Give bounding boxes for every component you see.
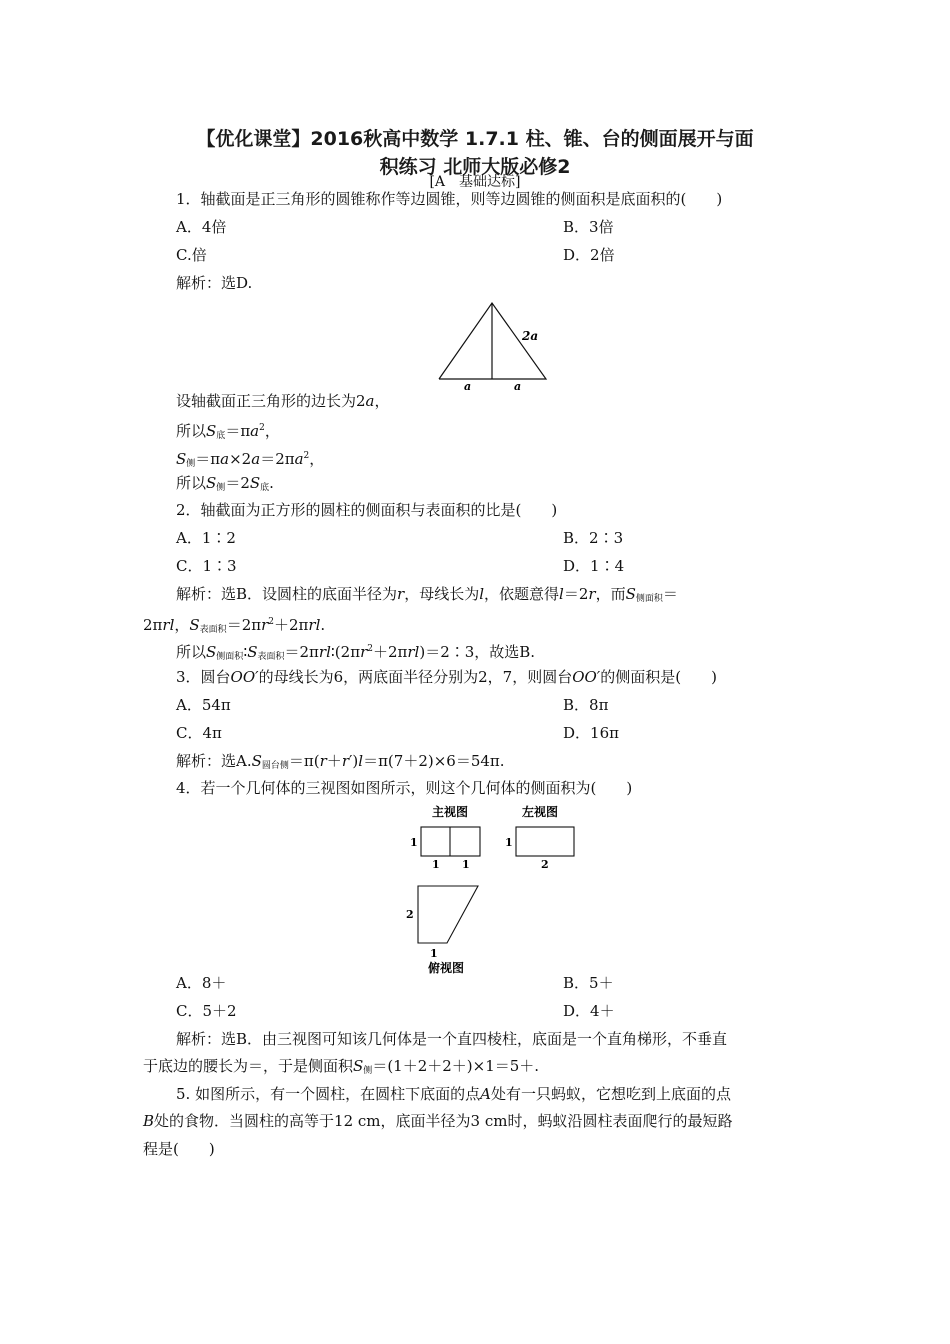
q1-solution-line3: $S_侧=\pi a\times 2a=2\pi a^2$，	[176, 450, 325, 469]
front-height-label: 1	[410, 836, 418, 849]
fig-label-a-left: a	[464, 380, 472, 392]
q1-option-d: D．2倍	[563, 246, 615, 264]
q4-option-a: A．8＋	[176, 974, 227, 992]
q2-stem: 2．轴截面为正方形的圆柱的侧面积与表面积的比是( )	[176, 501, 558, 519]
q2-option-b: B．2∶3	[563, 529, 624, 547]
q5-stem-line3: 程是( )	[143, 1140, 215, 1158]
front-view-label: 主视图	[432, 805, 469, 819]
top-width-label: 1	[430, 947, 438, 960]
top-view-trapezoid	[418, 886, 478, 943]
triangle-figure	[430, 298, 555, 392]
q1-stem: 1．轴截面是正三角形的圆锥称作等边圆锥，则等边圆锥的侧面积是底面积的( )	[176, 190, 723, 208]
q3-answer: 解析：选$A.S_{圆台侧}=\pi(r+r')l=\pi(7+2)\times 6=54\pi$.	[176, 752, 505, 771]
q4-stem: 4．若一个几何体的三视图如图所示，则这个几何体的侧面积为( )	[176, 779, 633, 797]
q2-option-d: D．1∶4	[563, 557, 625, 575]
page-title-line1: 【优化课堂】2016秋高中数学 1.7.1 柱、锥、台的侧面展开与面	[196, 128, 754, 150]
q3-option-b: B．8π	[563, 696, 609, 714]
q5-stem-line2: B处的食物．当圆柱的高等于12 cm，底面半径为3 cm时，蚂蚁沿圆柱表面爬行的最短路	[143, 1112, 733, 1130]
side-width-label: 2	[541, 858, 549, 871]
q3-option-d: D．16π	[563, 724, 619, 742]
q1-solution-line1: 设轴截面正三角形的边长为2a，	[176, 392, 390, 410]
q3-stem: 3．圆台OO′的母线长为6，两底面半径分别为2，7，则圆台OO′的侧面积是( )	[176, 668, 717, 686]
side-view-rect	[516, 827, 574, 856]
fig-label-a-right: a	[514, 380, 522, 392]
q2-answer-line3: 所以$S_{侧面积}∶S_{表面积}=2\pi rl∶(2\pi r^2+2\pi rl)=2∶3$，故选B.	[176, 643, 536, 662]
fig-label-2a: 2a	[522, 329, 539, 343]
page-title-line2: 积练习 北师大版必修2	[379, 156, 571, 178]
three-views-figure	[400, 800, 585, 980]
q1-solution-line4: 所以$S_侧=2S_底$.	[176, 474, 274, 493]
top-height-label: 2	[406, 908, 414, 921]
q4-option-b: B．5＋	[563, 974, 614, 992]
q4-option-d: D．4＋	[563, 1002, 615, 1020]
side-height-label: 1	[505, 836, 513, 849]
top-view-label: 俯视图	[428, 961, 465, 975]
front-width1-label: 1	[432, 858, 440, 871]
q5-stem-line1: 5. 如图所示，有一个圆柱，在圆柱下底面的点A处有一只蚂蚁，它想吃到上底面的点	[176, 1085, 731, 1103]
q2-option-a: A．1∶2	[176, 529, 236, 547]
q2-answer-line2: 2πrl，$S_{表面积}=2\pi r^2+2\pi rl$.	[143, 616, 326, 635]
q1-answer: 解析：选D.	[176, 274, 253, 292]
q3-option-c: C．4π	[176, 724, 222, 742]
q1-option-c: C.倍	[176, 246, 207, 264]
front-width2-label: 1	[462, 858, 470, 871]
q4-option-c: C．5＋2	[176, 1002, 237, 1020]
q2-answer-line1: 解析：选B．设圆柱的底面半径为r，母线长为l，依题意得l＝2r，而$S_{侧面积}=$	[176, 585, 678, 604]
section-heading: [A 基础达标]	[429, 174, 521, 190]
q3-option-a: A．54π	[176, 696, 231, 714]
q4-answer-line1: 解析：选B．由三视图可知该几何体是一个直四棱柱，底面是一个直角梯形，不垂直	[176, 1030, 728, 1048]
q2-option-c: C．1∶3	[176, 557, 237, 575]
q4-answer-line2: 于底边的腰长为＝，于是侧面积$S_侧=(1+2+2+)\times 1=5+$.	[143, 1057, 540, 1076]
q1-option-b: B．3倍	[563, 218, 614, 236]
side-view-label: 左视图	[522, 805, 559, 819]
q1-solution-line2: 所以$S_底=\pi a^2$，	[176, 422, 280, 441]
q1-option-a: A．4倍	[176, 218, 227, 236]
